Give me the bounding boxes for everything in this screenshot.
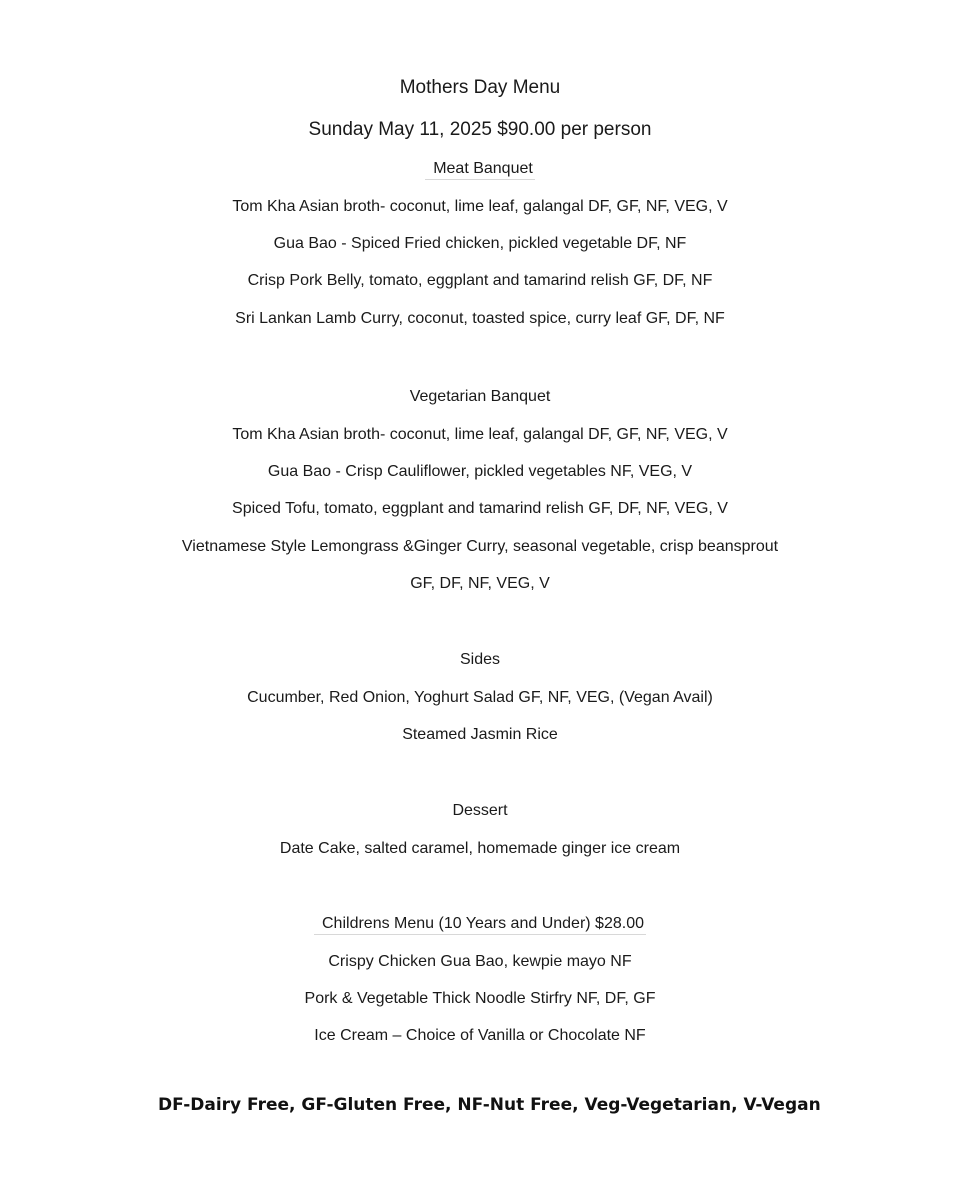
dessert-heading: Dessert [452,802,508,819]
dessert-item: Date Cake, salted caramel, homemade ginger ice cream [279,840,681,857]
childrens-menu-item: Ice Cream – Choice of Vanilla or Chocolate NF [314,1027,646,1044]
vegetarian-banquet-heading: Vegetarian Banquet [409,388,551,405]
childrens-menu-heading [0,914,960,935]
sides-heading: Sides [459,651,501,668]
menu-date-price: Sunday May 11, 2025 $90.00 per person [308,119,652,140]
vegetarian-banquet-item: Vietnamese Style Lemongrass &Ginger Curry, seasonal vegetable, crisp beansprout [181,538,779,555]
meat-banquet-item: Tom Kha Asian broth- coconut, lime leaf, galangal DF, GF, NF, VEG, V [232,198,728,215]
childrens-menu-heading-text: Childrens Menu (10 Years and Under) $28.00 [314,914,646,935]
vegetarian-banquet-item: GF, DF, NF, VEG, V [410,575,550,592]
meat-banquet-heading [0,159,960,180]
dietary-legend: DF-Dairy Free, GF-Gluten Free, NF-Nut Free, Veg-Vegetarian, V-Vegan [158,1095,821,1115]
meat-banquet-heading-text: Meat Banquet [425,159,535,180]
childrens-menu-item: Pork & Vegetable Thick Noodle Stirfry NF, DF, GF [304,990,656,1007]
vegetarian-banquet-item: Spiced Tofu, tomato, eggplant and tamarind relish GF, DF, NF, VEG, V [232,500,728,517]
meat-banquet-item: Gua Bao - Spiced Fried chicken, pickled vegetable DF, NF [273,235,687,252]
vegetarian-banquet-item: Gua Bao - Crisp Cauliflower, pickled vegetables NF, VEG, V [267,463,693,480]
vegetarian-banquet-item: Tom Kha Asian broth- coconut, lime leaf, galangal DF, GF, NF, VEG, V [232,426,728,443]
meat-banquet-item: Crisp Pork Belly, tomato, eggplant and tamarind relish GF, DF, NF [247,272,713,289]
meat-banquet-item: Sri Lankan Lamb Curry, coconut, toasted spice, curry leaf GF, DF, NF [235,310,725,327]
childrens-menu-item: Crispy Chicken Gua Bao, kewpie mayo NF [328,953,632,970]
menu-title: Mothers Day Menu [399,77,561,98]
sides-item: Cucumber, Red Onion, Yoghurt Salad GF, NF, VEG, (Vegan Avail) [247,689,713,706]
sides-item: Steamed Jasmin Rice [402,726,558,743]
